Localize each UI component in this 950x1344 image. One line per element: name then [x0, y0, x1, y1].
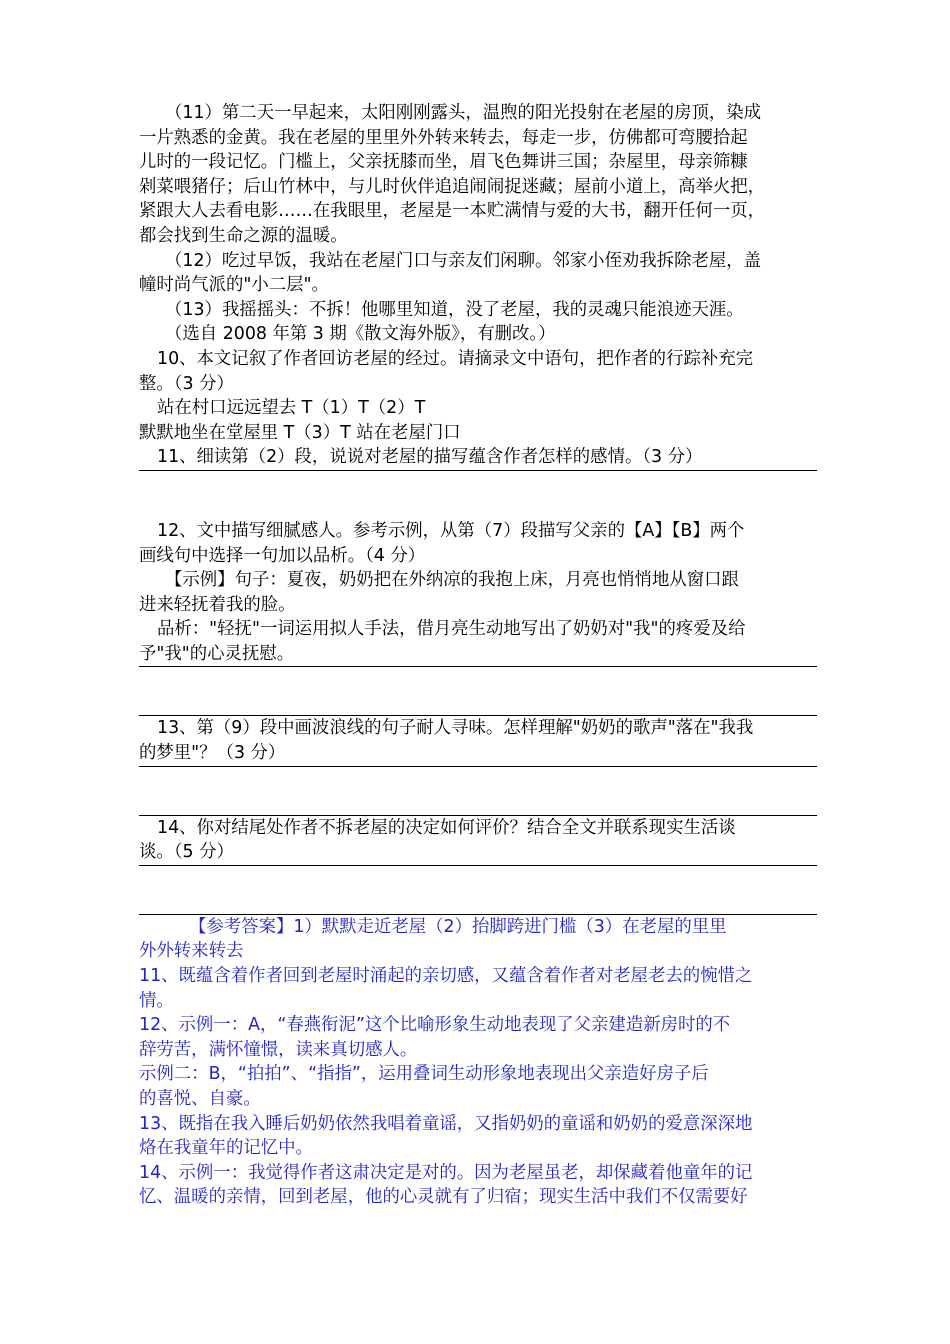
text-line: 紧跟大人去看电影……在我眼里，老屋是一本贮满情与爱的大书，翻开任何一页，: [139, 201, 766, 222]
answer-13: 烙在我童年的记忆中。: [139, 1138, 313, 1159]
answer-12: 12、示例一：A，“春燕衔泥”这个比喻形象生动地表现了父亲建造新房时的不: [139, 1015, 731, 1036]
paragraph-13: （13）我摇摇头：不拆！他哪里知道，没了老屋，我的灵魂只能浪迹天涯。: [165, 299, 744, 320]
question-text: 10、本文记叙了作者回访老屋的经过。请摘录文中语句，把作者的行踪补充完: [157, 348, 754, 369]
question-text: 的梦里"？（3 分）: [139, 743, 286, 764]
text-line: 一片熟悉的金黄。我在老屋的里里外外转来转去，每走一步，仿佛都可弯腰拾起: [139, 127, 748, 148]
blank-space: [139, 767, 819, 815]
answer-14: 忆、温暖的亲情，回到老屋，他的心灵就有了归宿；现实生活中我们不仅需要好: [139, 1187, 748, 1208]
question-text: 14、你对结尾处作者不拆老屋的决定如何评价？结合全文并联系现实生活谈: [157, 817, 736, 838]
text-line: 都会找到生命之源的温暖。: [139, 225, 348, 246]
answer-12: 示例二：B，“拍拍”、“指指”，运用叠词生动形象地表现出父亲造好房子后: [139, 1064, 709, 1085]
blank-space: [139, 471, 819, 519]
answer-12: 辞劳苦，满怀憧憬，读来真切感人。: [139, 1039, 418, 1060]
blank-space: [139, 667, 819, 715]
question-13: [139, 716, 819, 766]
answer-10: 外外转来转去: [139, 941, 244, 962]
text-line: （11）第二天一早起来，太阳刚刚露头，温煦的阳光投射在老屋的房顶，染成: [165, 103, 762, 123]
question-text: 13、第（9）段中画波浪线的句子耐人寻味。怎样理解"奶奶的歌声"落在"我我: [157, 718, 754, 739]
question-14: [139, 816, 819, 866]
route-line: 默默地坐在堂屋里 T（3）T 站在老屋门口: [139, 422, 461, 443]
answer-10: 【参考答案】1）默默走近老屋（2）抬脚跨进门槛（3）在老屋的里里: [189, 916, 727, 937]
route-line: 站在村口远远望去 T（1）T（2）T: [157, 398, 426, 419]
text-line: 剁菜喂猪仔；后山竹林中，与儿时伙伴追追闹闹捉迷藏；屋前小道上，高举火把，: [139, 176, 766, 197]
question-12: [139, 519, 819, 668]
question-text: 11、细读第（2）段，说说对老屋的描写蕴含作者怎样的感情。（3 分）: [157, 447, 703, 468]
analysis-text: 品析："轻抚"一词运用拟人手法，借月亮生动地写出了奶奶对"我"的疼爱及给: [157, 619, 746, 640]
answer-13: 13、既指在我入睡后奶奶依然我唱着童谣，又指奶奶的童谣和奶奶的爱意深深地: [139, 1113, 753, 1134]
answer-12: 的喜悦、自豪。: [139, 1089, 261, 1109]
question-text: 整。（3 分）: [139, 373, 234, 394]
answer-11: 11、既蕴含着作者回到老屋时涌起的亲切感，又蕴含着作者对老屋老去的惋惜之: [139, 966, 753, 987]
question-text: 谈。（5 分）: [139, 842, 234, 863]
text-line: （12）吃过早饭，我站在老屋门口与亲友们闲聊。邻家小侄劝我拆除老屋，盖: [165, 250, 762, 271]
paragraph-11: [139, 101, 819, 249]
example-text: 【示例】句子：夏夜，奶奶把在外纳凉的我抱上床，月亮也悄悄地从窗口跟: [165, 570, 739, 591]
source-note: （选自 2008 年第 3 期《散文海外版》，有删改。）: [165, 324, 556, 345]
document-page: [139, 101, 819, 1210]
text-line: 幢时尚气派的"小二层"。: [139, 275, 329, 296]
text-line: 儿时的一段记忆。门槛上，父亲抚膝而坐，眉飞色舞讲三国；杂屋里，母亲筛糠: [139, 152, 748, 173]
question-10: [139, 347, 819, 445]
answer-key: [139, 915, 819, 1210]
question-text: 画线句中选择一句加以品析。（4 分）: [139, 545, 426, 566]
question-11: [139, 445, 819, 471]
analysis-text: 予"我"的心灵抚慰。: [139, 643, 295, 664]
paragraph-12: [139, 249, 819, 298]
example-text: 进来轻抚着我的脸。: [139, 594, 296, 615]
answer-11: 情。: [139, 990, 174, 1011]
answer-14: 14、示例一：我觉得作者这肃决定是对的。因为老屋虽老，却保藏着他童年的记: [139, 1162, 753, 1183]
question-text: 12、文中描写细腻感人。参考示例，从第（7）段描写父亲的【A】【B】两个: [157, 520, 745, 541]
blank-space: [139, 866, 819, 914]
